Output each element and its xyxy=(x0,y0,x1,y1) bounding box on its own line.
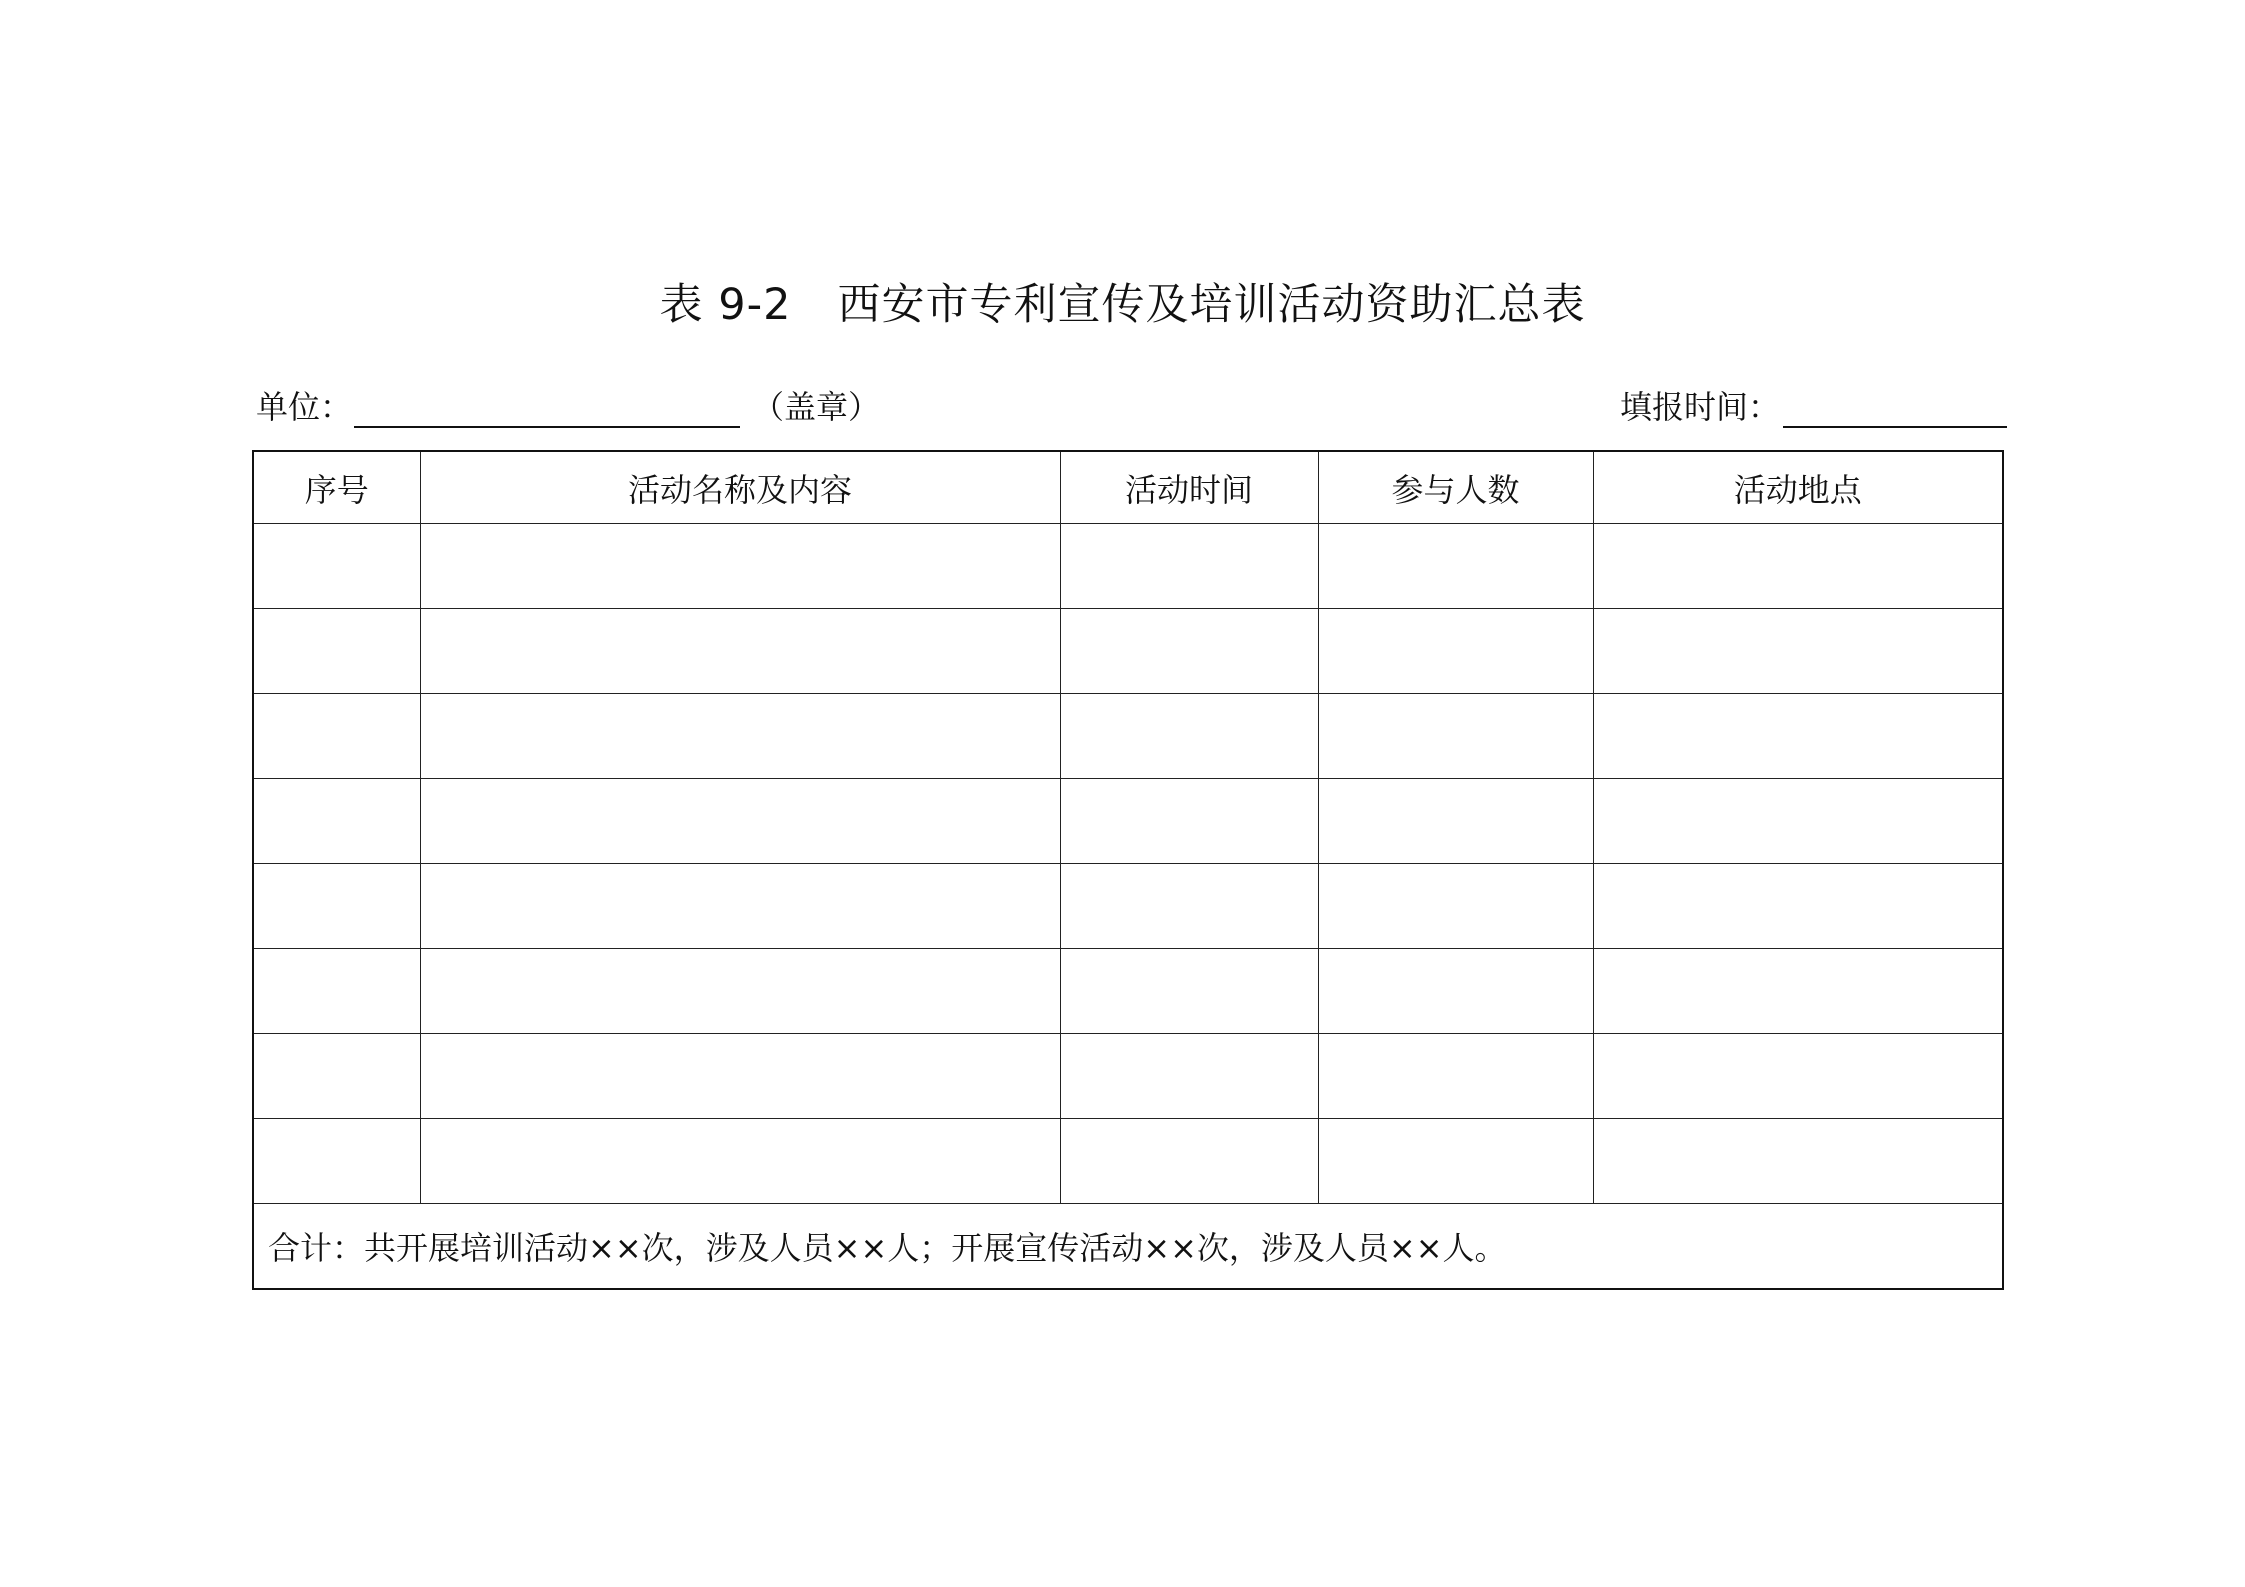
page-title xyxy=(0,276,2245,334)
table-cell[interactable] xyxy=(1060,864,1318,949)
table-cell[interactable] xyxy=(1593,779,2003,864)
table-code: 表 9-2 xyxy=(659,280,792,330)
table-cell[interactable] xyxy=(1593,694,2003,779)
table-row xyxy=(253,609,2003,694)
table-row xyxy=(253,779,2003,864)
table-cell[interactable] xyxy=(1318,864,1593,949)
table-row xyxy=(253,1119,2003,1204)
table-row xyxy=(253,1034,2003,1119)
table-total-summary: 合计：共开展培训活动××次，涉及人员××人；开展宣传活动××次，涉及人员××人。 xyxy=(253,1204,2003,1290)
table-cell[interactable] xyxy=(253,949,420,1034)
table-cell[interactable] xyxy=(420,779,1060,864)
unit-input-line[interactable] xyxy=(354,426,740,428)
table-cell[interactable] xyxy=(1318,609,1593,694)
form-meta-row xyxy=(0,385,2245,429)
table-cell[interactable] xyxy=(1318,779,1593,864)
header-activity-name: 活动名称及内容 xyxy=(420,451,1060,524)
table-cell[interactable] xyxy=(1593,1119,2003,1204)
table-cell[interactable] xyxy=(420,1119,1060,1204)
table-cell[interactable] xyxy=(1593,864,2003,949)
table-cell[interactable] xyxy=(1318,949,1593,1034)
table-cell[interactable] xyxy=(253,779,420,864)
seal-label: （盖章） xyxy=(752,388,881,426)
header-activity-location: 活动地点 xyxy=(1593,451,2003,524)
report-date-input-line[interactable] xyxy=(1783,426,2007,428)
table-cell[interactable] xyxy=(1318,524,1593,609)
unit-label: 单位： xyxy=(256,388,353,426)
table-cell[interactable] xyxy=(1060,1119,1318,1204)
table-row xyxy=(253,694,2003,779)
table-cell[interactable] xyxy=(420,524,1060,609)
table-cell[interactable] xyxy=(1060,949,1318,1034)
table-cell[interactable] xyxy=(253,1119,420,1204)
table-cell[interactable] xyxy=(1318,1119,1593,1204)
table-cell[interactable] xyxy=(1318,1034,1593,1119)
summary-table xyxy=(252,450,2004,1290)
report-date-label: 填报时间： xyxy=(1620,388,1781,426)
table-cell[interactable] xyxy=(420,609,1060,694)
table-cell[interactable] xyxy=(1593,524,2003,609)
header-participants: 参与人数 xyxy=(1318,451,1593,524)
table-cell[interactable] xyxy=(1593,949,2003,1034)
table-title-text: 西安市专利宣传及培训活动资助汇总表 xyxy=(837,280,1586,330)
table-row xyxy=(253,864,2003,949)
table-header-row xyxy=(253,451,2003,524)
table-cell[interactable] xyxy=(1060,779,1318,864)
table-row xyxy=(253,949,2003,1034)
table-total-row xyxy=(253,1204,2003,1290)
table-cell[interactable] xyxy=(1060,524,1318,609)
table-cell[interactable] xyxy=(1593,609,2003,694)
table-cell[interactable] xyxy=(253,1034,420,1119)
table-cell[interactable] xyxy=(1593,1034,2003,1119)
table-cell[interactable] xyxy=(1060,1034,1318,1119)
header-serial-number: 序号 xyxy=(253,451,420,524)
table-cell[interactable] xyxy=(1060,609,1318,694)
table-cell[interactable] xyxy=(253,524,420,609)
header-activity-time: 活动时间 xyxy=(1060,451,1318,524)
table-cell[interactable] xyxy=(1060,694,1318,779)
table-cell[interactable] xyxy=(253,609,420,694)
table-cell[interactable] xyxy=(420,694,1060,779)
table-cell[interactable] xyxy=(253,694,420,779)
table-cell[interactable] xyxy=(420,864,1060,949)
table-row xyxy=(253,524,2003,609)
table-cell[interactable] xyxy=(1318,694,1593,779)
table-cell[interactable] xyxy=(420,1034,1060,1119)
table-cell[interactable] xyxy=(253,864,420,949)
table-cell[interactable] xyxy=(420,949,1060,1034)
